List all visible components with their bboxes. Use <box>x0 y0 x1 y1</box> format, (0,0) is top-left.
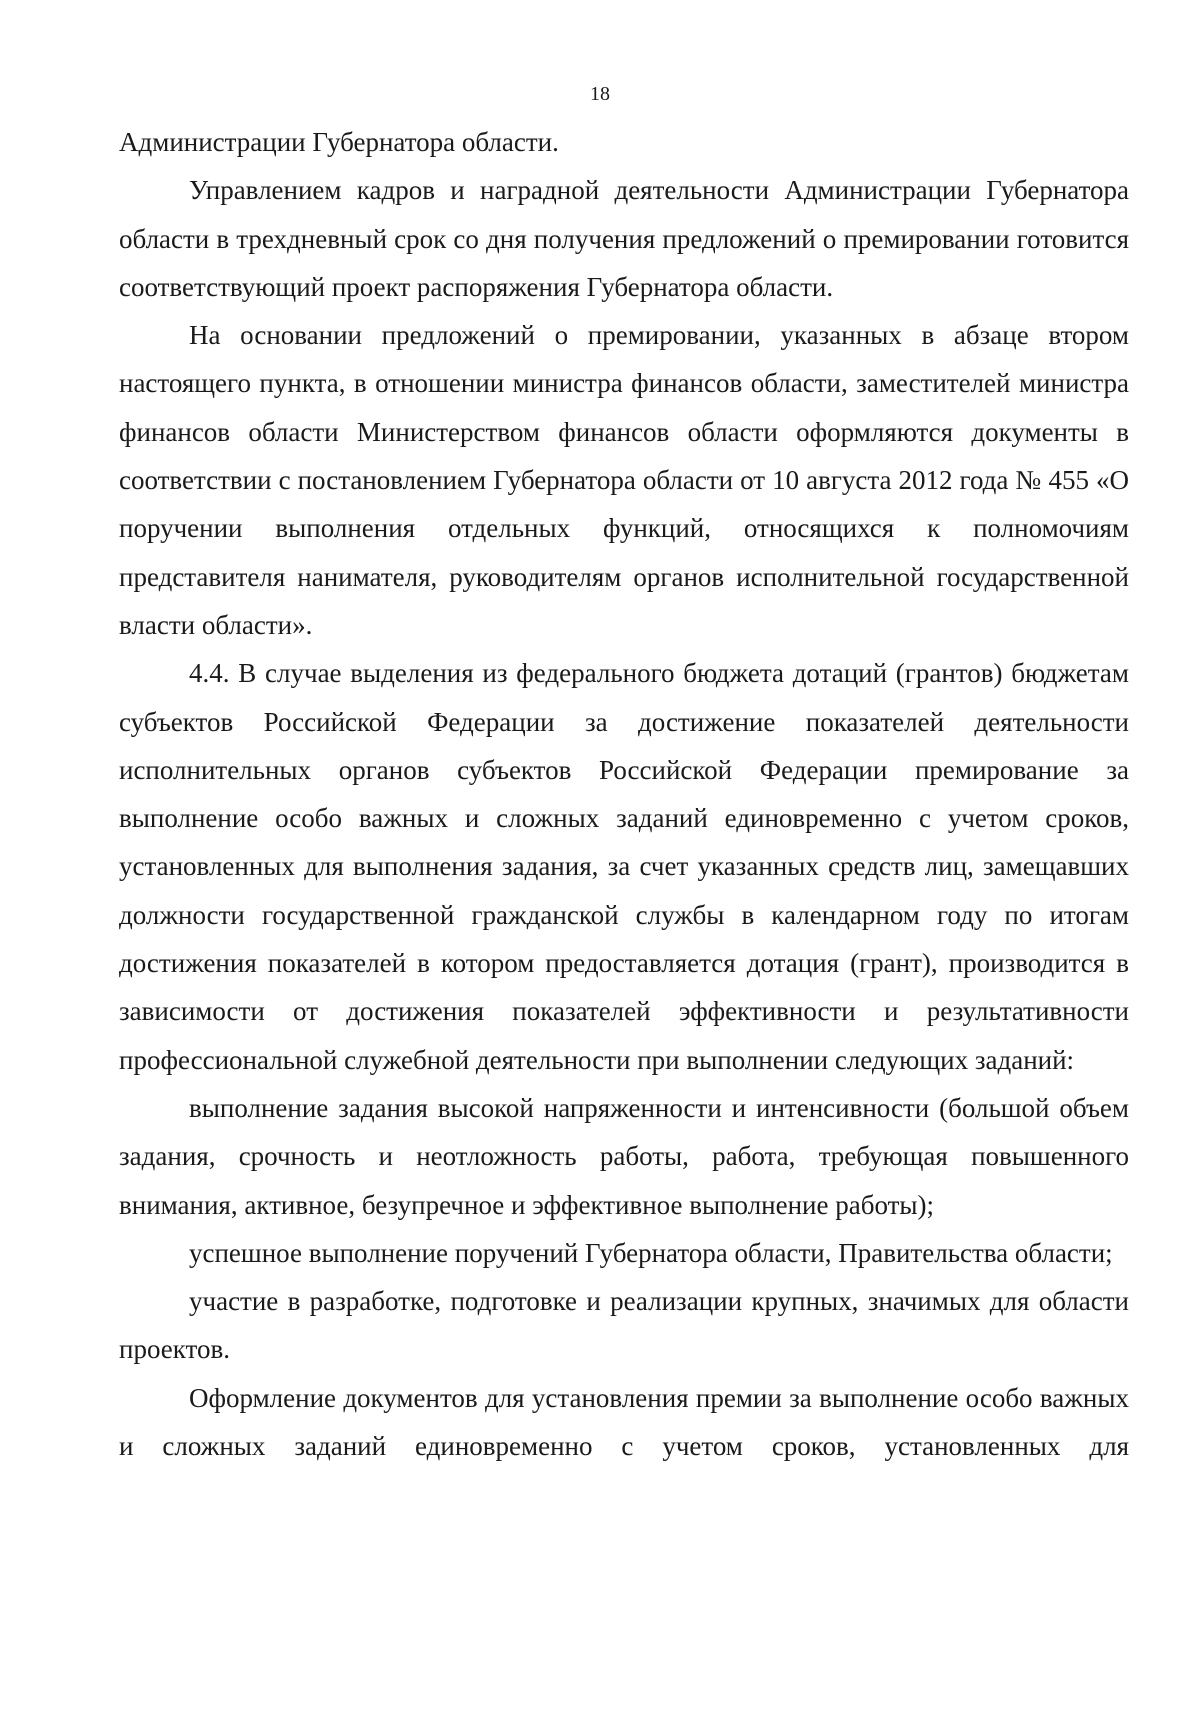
paragraph-clause-4-4: 4.4. В случае выделения из федерального бюджета дотаций (грантов) бюджетам субъектов Российской Федерации за достижение показателей деятельности исполнительных органов субъектов Российской Федерации премирование за выполнение особо важных и сложных заданий единовременно с учетом сроков, установленных для выполнения задания, за счет указанных средств лиц, замещавших должности государственной гражданской службы в календарном году по итогам достижения показателей в котором предоставляется дотация (грант), производится в зависимости от достижения показателей эффективности и результативности профессиональной служебной деятельности при выполнении следующих заданий: <box>119 658 1129 1075</box>
paragraph-task-projects: участие в разработке, подготовке и реализации крупных, значимых для области проектов. <box>119 1286 1129 1365</box>
paragraph-continuation: Администрации Губернатора области. <box>119 127 559 157</box>
paragraph-hr-department: Управлением кадров и наградной деятельности Администрации Губернатора области в трехдневный срок со дня получения предложений о премировании готовится соответствующий проект распоряжения Губернатора области. <box>119 175 1129 302</box>
paragraph-finance-ministry: На основании предложений о премировании, указанных в абзаце втором настоящего пункта, в отношении министра финансов области, заместителей министра финансов области Министерством финансов области оформляются документы в соответствии с постановлением Губернатора области от 10 августа 2012 года № 455 «О поручении выполнения отдельных функций, относящихся к полномочиям представителя нанимателя, руководителям органов исполнительной государственной власти области». <box>119 320 1129 640</box>
paragraph-task-high-intensity: выполнение задания высокой напряженности и интенсивности (большой объем задания, срочность и неотложность работы, работа, требующая повышенного внимания, активное, безупречное и эффективное выполнение работы); <box>119 1092 1129 1220</box>
page-number: 18 <box>590 83 610 105</box>
document-body <box>119 118 1129 1470</box>
paragraph-documents-registration: Оформление документов для установления премии за выполнение особо важных и сложных заданий единовременно с учетом сроков, установленных для <box>119 1382 1129 1462</box>
paragraph-task-governor-orders: успешное выполнение поручений Губернатора области, Правительства области; <box>189 1237 1113 1268</box>
